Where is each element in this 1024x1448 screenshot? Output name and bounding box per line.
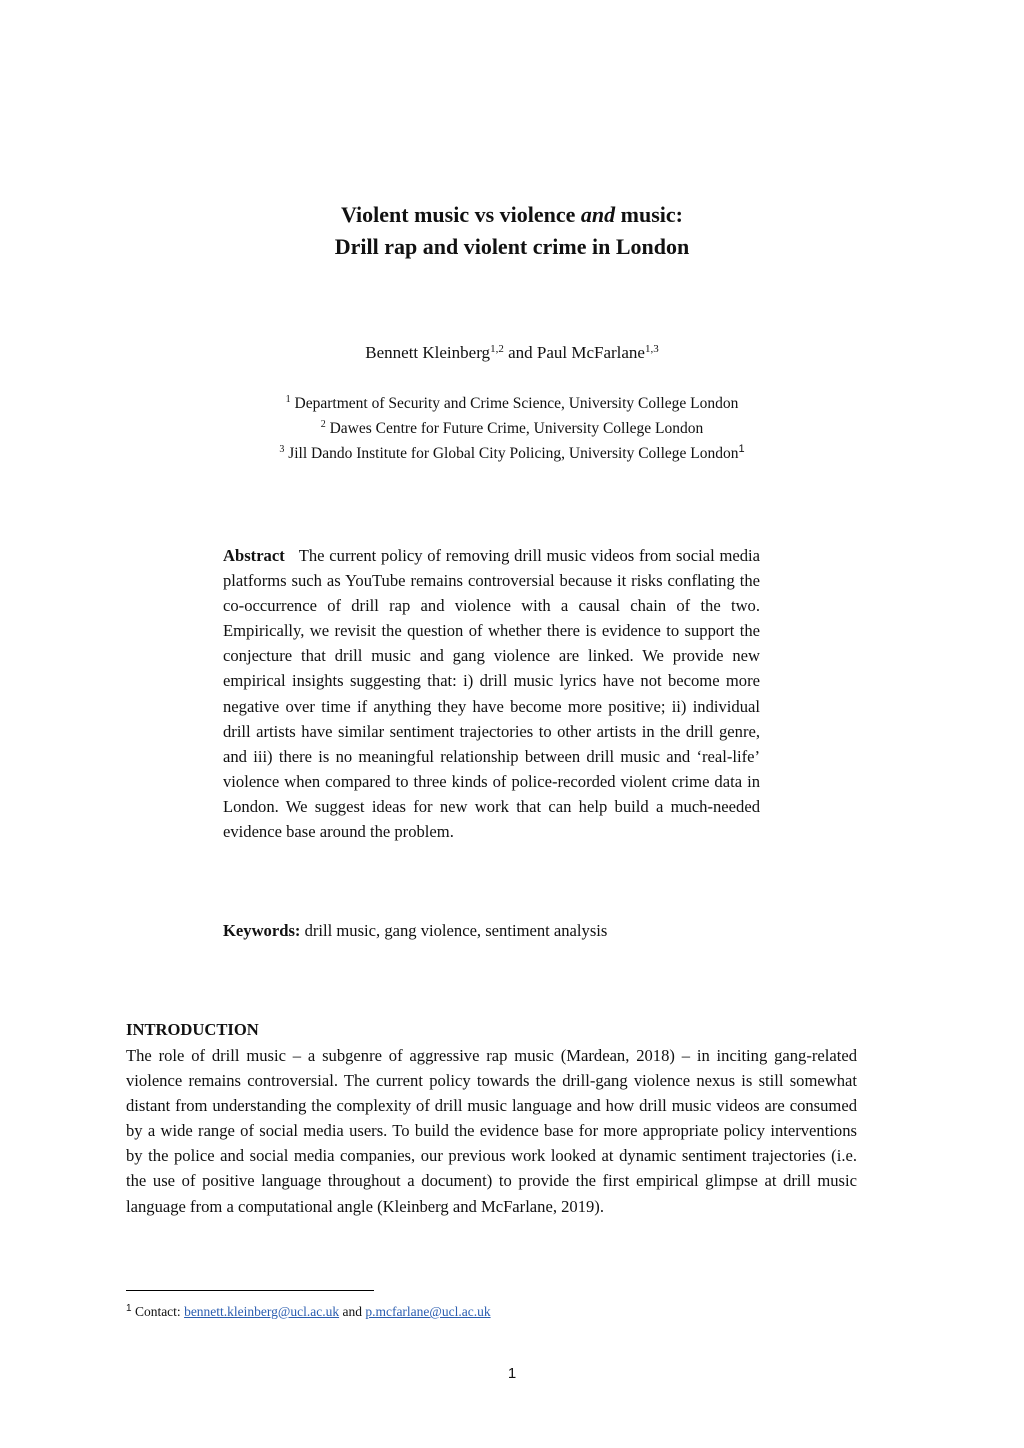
- footnote-separator: [126, 1290, 374, 1291]
- author-connector: and: [503, 343, 537, 362]
- author-1-name: Bennett Kleinberg: [365, 343, 491, 362]
- footnote-reference[interactable]: 1: [738, 443, 745, 455]
- footnote-connector: and: [339, 1304, 366, 1319]
- introduction-paragraph: The role of drill music – a subgenre of aggressive rap music (Mardean, 2018) – in inciting gang-related violence remains controversial. The current policy towards the drill-gang violence nexus is still somewhat distant from understanding the complexity of drill music language and how drill music videos are consumed by a wide range of social media users. To build the evidence base for more appropriate policy interventions by the police and social media companies, our previous work looked at dynamic sentiment trajectories (i.e. the use of positive language throughout a document) to provide the first empirical glimpse at drill music language from a computational angle (Kleinberg and McFarlane, 2019).: [126, 1046, 857, 1216]
- page-number: 1: [507, 1365, 517, 1382]
- affiliation-mark: 3: [279, 444, 285, 455]
- email-link-mcfarlane[interactable]: p.mcfarlane@ucl.ac.uk: [365, 1304, 491, 1319]
- affiliation-list: [0, 391, 1024, 466]
- author-1-affiliation-mark: 1,2: [490, 343, 504, 355]
- author-2-name: Paul McFarlane: [536, 343, 645, 362]
- title-line-2: Drill rap and violent crime in London: [334, 234, 690, 259]
- paper-title: [0, 199, 1024, 263]
- footnote-prefix: Contact:: [131, 1304, 185, 1319]
- keywords-text: drill music, gang violence, sentiment analysis: [300, 921, 608, 940]
- email-link-kleinberg[interactable]: bennett.kleinberg@ucl.ac.uk: [184, 1304, 340, 1319]
- section-heading-introduction: INTRODUCTION: [126, 1020, 259, 1039]
- title-italic-word: and: [580, 202, 616, 227]
- title-line-1: Violent music vs violence and music:: [340, 202, 683, 227]
- abstract-label: Abstract: [223, 546, 285, 565]
- affiliation-mark: 1: [285, 394, 291, 405]
- affiliation-3: $^3$ Jill Dando Institute for Global City Policing, University College London$^1$: [279, 443, 745, 462]
- keywords-label: Keywords:: [223, 921, 301, 940]
- affiliation-mark: 2: [320, 419, 326, 430]
- author-2-affiliation-mark: 1,3: [644, 343, 659, 355]
- affiliation-1: $^1$ Department of Security and Crime Science, University College London: [285, 394, 739, 412]
- footnote: [126, 1302, 491, 1322]
- footnote-mark: 1: [126, 1303, 132, 1314]
- affiliation-2: $^2$ Dawes Centre for Future Crime, University College London: [320, 419, 704, 437]
- abstract: [223, 543, 760, 844]
- keywords: [223, 918, 783, 943]
- abstract-text: The current policy of removing drill music videos from social media platforms such as YouTube remains controversial because it risks conflating the co-occurrence of drill rap and violence with a causal chain of the two. Empirically, we revisit the question of whether there is evidence to support the conjecture that drill music and gang violence are linked. We provide new empirical insights suggesting that: i) drill music lyrics have not become more negative over time if anything they have become more positive; ii) individual drill artists have similar sentiment trajectories to other artists in the drill genre, and iii) there is no meaningful relationship between drill music and ‘real-life’ violence when compared to three kinds of police-recorded violent crime data in London. We suggest ideas for new work that can help build a much-needed evidence base around the problem.: [223, 546, 760, 842]
- author-list: [0, 341, 1024, 365]
